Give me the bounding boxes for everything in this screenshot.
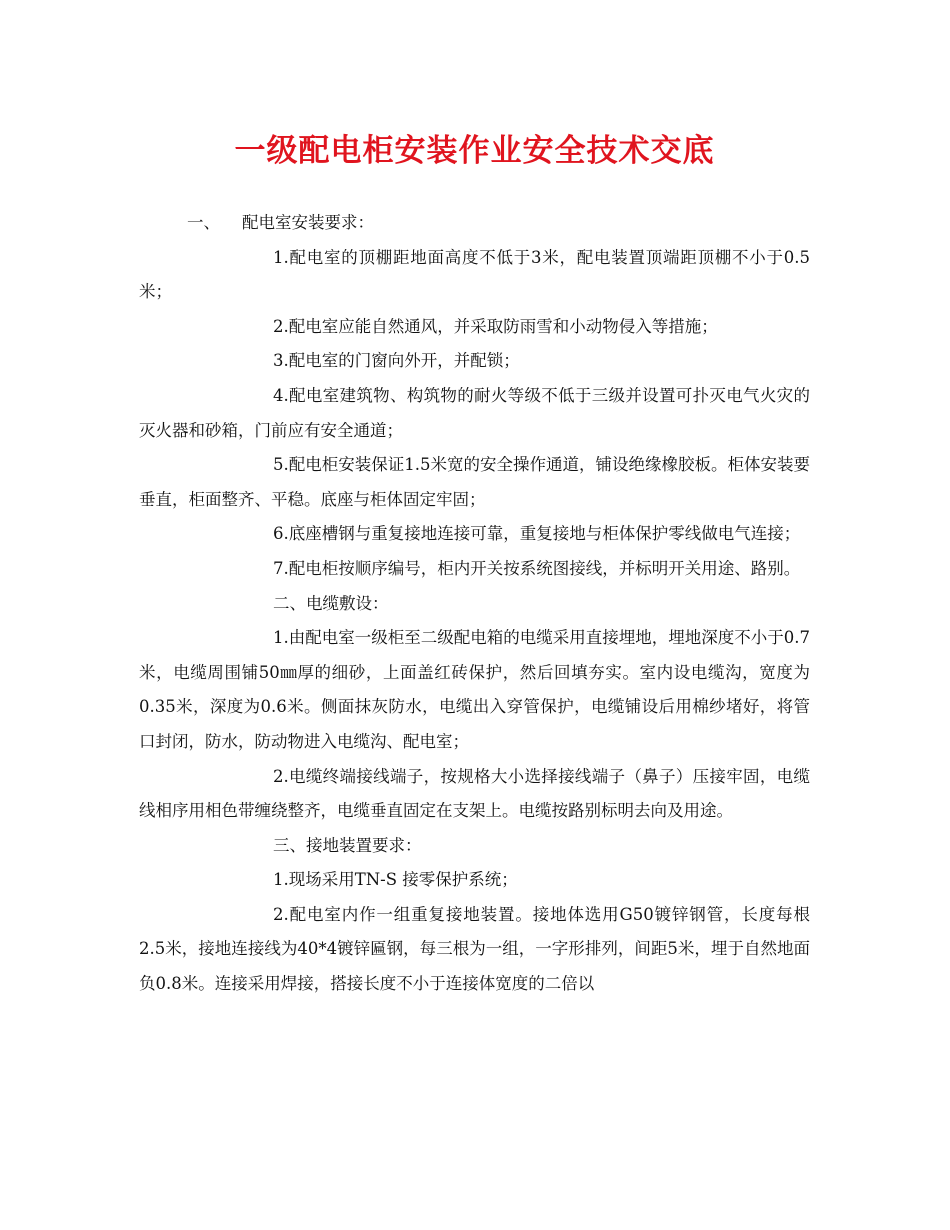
section-1-item-5: 5.配电柜安装保证1.5米宽的安全操作通道，铺设绝缘橡胶板。柜体安装要垂直，柜面整齐、平稳。底座与柜体固定牢固； bbox=[139, 455, 810, 509]
section-1-item-7: 7.配电柜按顺序编号，柜内开关按系统图接线，并标明开关用途、路别。 bbox=[273, 558, 801, 578]
document-body bbox=[139, 206, 810, 1002]
section-2-item-1: 1.由配电室一级柜至二级配电箱的电缆采用直接埋地，埋地深度不小于0.7米，电缆周围铺50㎜厚的细砂，上面盖红砖保护，然后回填夯实。室内设电缆沟，宽度为0.35米，深度为0.6米。侧面抹灰防水，电缆出入穿管保护，电缆铺设后用棉纱堵好，将管口封闭，防水，防动物进入电缆沟、配电室； bbox=[139, 628, 810, 751]
section-1-title: 配电室安装要求： bbox=[242, 213, 374, 232]
section-3-item-2: 2.配电室内作一组重复接地装置。接地体选用G50镀锌钢管，长度每根2.5米，接地连接线为40*4镀锌匾钢，每三根为一组，一字形排列，间距5米，埋于自然地面负0.8米。连接采用焊接，搭接长度不小于连接体宽度的二倍以 bbox=[139, 904, 810, 994]
section-3-heading: 三、接地装置要求： bbox=[273, 835, 422, 855]
section-1-item-6: 6.底座槽钢与重复接地连接可靠，重复接地与柜体保护零线做电气连接； bbox=[273, 524, 801, 544]
document-title: 一级配电柜安装作业安全技术交底 bbox=[234, 133, 715, 169]
section-2-heading: 二、电缆敷设： bbox=[273, 593, 389, 613]
section-2-item-2: 2.电缆终端接线端子，按规格大小选择接线端子（鼻子）压接牢固，电缆线相序用相色带缠绕整齐，电缆垂直固定在支架上。电缆按路别标明去向及用途。 bbox=[139, 766, 810, 821]
section-1-heading bbox=[139, 206, 810, 241]
section-3-item-1: 1.现场采用TN-S 接零保护系统； bbox=[273, 870, 518, 890]
section-1-number: 一、 bbox=[187, 213, 220, 232]
section-1-item-4: 4.配电室建筑物、构筑物的耐火等级不低于三级并设置可扑灭电气火灾的灭火器和砂箱，门前应有安全通道； bbox=[139, 385, 810, 440]
section-1-item-2: 2.配电室应能自然通风，并采取防雨雪和小动物侵入等措施； bbox=[273, 316, 718, 336]
section-1-item-3: 3.配电室的门窗向外开，并配锁； bbox=[273, 351, 520, 371]
section-1-item-1: 1.配电室的顶棚距地面高度不低于3米，配电装置顶端距顶棚不小于0.5米； bbox=[139, 247, 810, 302]
